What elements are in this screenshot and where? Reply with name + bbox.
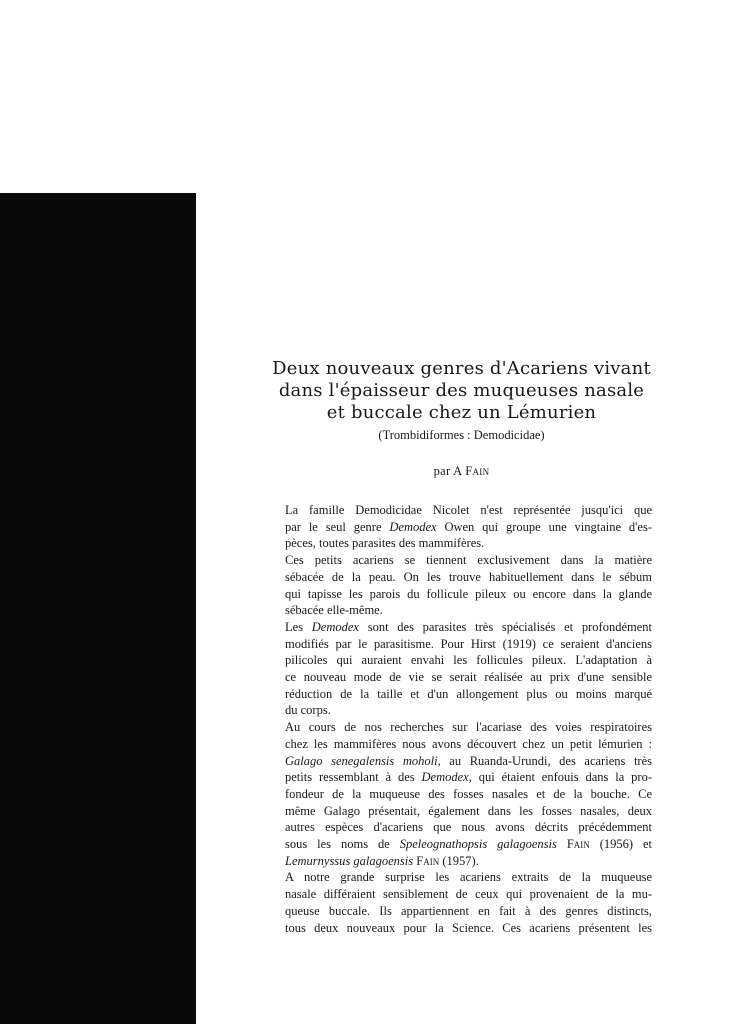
author-citation: Fain (413, 853, 440, 868)
text-line: même Galago présentait, également dans les fosses nasales, deux (285, 803, 652, 818)
text-line: réduction de la taille et d'un allongement plus ou moins marqué (285, 686, 652, 701)
text-line: pèces, toutes parasites des mammifères. (285, 536, 485, 551)
text-segment: au Ruanda-Urundi, des acariens très (440, 753, 652, 768)
text-line (271, 769, 652, 786)
author-name: Fain (465, 464, 490, 478)
text-segment: qui étaient enfouis dans la pro- (471, 770, 652, 785)
text-segment: sont des parasites très spécialisés et profondément (358, 619, 652, 634)
article-subtitle: (Trombidiformes : Demodicidae) (378, 428, 545, 442)
scan-dark-margin (0, 193, 196, 1024)
text-segment: petits ressemblant à des (285, 770, 422, 785)
text-segment: (1957). (439, 853, 479, 868)
species-name: Speleognathopsis galagoensis (399, 837, 557, 852)
text-line: tous deux nouveaux pour la Science. Ces acariens présentent les (285, 920, 652, 935)
author-citation: Fain (556, 837, 590, 852)
paragraph-2 (271, 552, 652, 619)
text-segment: (1956) et (589, 837, 652, 852)
species-name: Lemurnyssus galagoensis (285, 853, 414, 868)
text-line: pilicoles qui auraient envahi les follicules pileux. L'adaptation à (285, 653, 652, 668)
paragraph-3 (271, 619, 652, 719)
text-segment: par le seul genre (285, 519, 390, 534)
text-line (271, 519, 652, 536)
text-line: nasale différaient sensiblement de ceux qui provenaient de la mu- (285, 887, 652, 902)
text-line: qui tapisse les parois du follicule pileux ou encore dans la glande (285, 586, 652, 601)
text-line: La famille Demodicidae Nicolet n'est représentée jusqu'ici que (285, 503, 652, 517)
text-segment: Les (285, 619, 312, 634)
article-body (271, 502, 652, 936)
genus-demodex: Demodex (311, 619, 359, 634)
text-line: fondeur de la muqueuse des fosses nasales et de la bouche. Ce (285, 786, 652, 801)
title-line-3: et buccale chez un Lémurien (326, 402, 597, 423)
text-line: sébacée elle-même. (285, 603, 383, 618)
text-line: A notre grande surprise les acariens extraits de la muqueuse (285, 870, 652, 885)
paragraph-5 (271, 869, 652, 936)
text-line (271, 853, 652, 870)
text-line (271, 836, 652, 853)
title-line-1: Deux nouveaux genres d'Acariens vivant (272, 358, 651, 379)
article-title (271, 358, 652, 424)
text-line: chez les mammifères nous avons découvert chez un petit lémurien : (285, 736, 652, 751)
text-line: Ces petits acariens se tiennent exclusivement dans la matière (285, 553, 652, 568)
text-line (271, 753, 652, 770)
text-line: ce nouveau mode de vie se serait réalisée au prix d'une sensible (285, 670, 652, 685)
text-line: du corps. (285, 703, 331, 718)
text-line: modifiés par le parasitisme. Pour Hirst (1919) ce seraient d'anciens (285, 636, 652, 651)
title-line-2: dans l'épaisseur des muqueuses nasale (278, 380, 645, 401)
text-line (271, 619, 652, 636)
text-segment: sous les noms de (285, 837, 400, 852)
species-name: Galago senegalensis moholi, (285, 753, 441, 768)
article-page (271, 358, 652, 936)
text-line: autres espèces d'acariens que nous avons décrits précédemment (285, 820, 652, 835)
text-segment: Owen qui groupe une vingtaine d'es- (436, 519, 652, 534)
author-line (271, 464, 652, 479)
paragraph-1 (271, 502, 652, 552)
author-prefix: par A (433, 464, 462, 478)
text-line: Au cours de nos recherches sur l'acariase des voies respiratoires (285, 720, 652, 735)
genus-demodex: Demodex, (421, 770, 472, 785)
paragraph-4 (271, 719, 652, 869)
genus-demodex: Demodex (389, 519, 437, 534)
text-line: queuse buccale. Ils appartiennent en fait à des genres distincts, (285, 903, 652, 918)
text-line: sébacée de la peau. On les trouve habituellement dans le sébum (285, 569, 652, 584)
